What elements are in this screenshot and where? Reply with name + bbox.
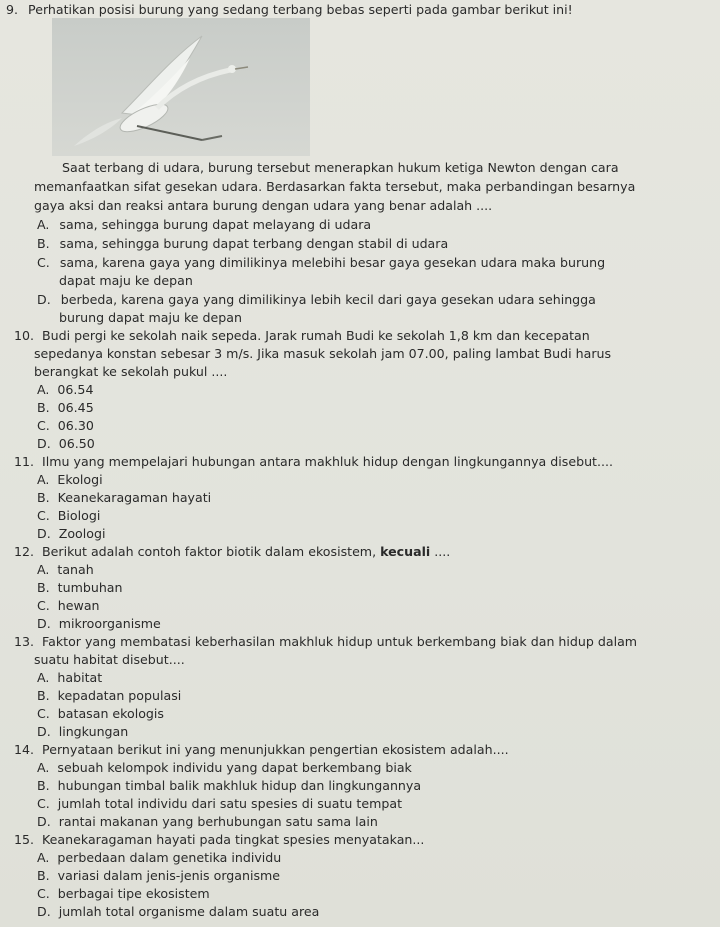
question-15-option-c: C. berbagai tipe ekosistem <box>37 886 210 901</box>
question-15-stem: 15. Keanekaragaman hayati pada tingkat spesies menyatakan... <box>14 832 425 847</box>
question-14-option-b: B. hubungan timbal balik makhluk hidup dan lingkungannya <box>37 778 422 793</box>
question-10-option-c: C. 06.30 <box>37 418 94 433</box>
question-12-option-c: C. hewan <box>37 598 100 613</box>
question-12-number: 12. <box>14 544 35 559</box>
question-11-option-b: B. Keanekaragaman hayati <box>37 490 212 505</box>
question-11-option-d: D. Zoologi <box>37 526 106 541</box>
question-9-body-line-3: gaya aksi dan reaksi antara burung dengan udara yang benar adalah .... <box>34 198 493 213</box>
question-11-option-a: A. Ekologi <box>37 472 103 487</box>
question-9-body-line-1: Saat terbang di udara, burung tersebut menerapkan hukum ketiga Newton dengan cara <box>62 160 619 175</box>
question-9-option-c: C. sama, karena gaya yang dimilikinya melebihi besar gaya gesekan udara maka burung <box>37 255 606 270</box>
question-9-body-line-2: memanfaatkan sifat gesekan udara. Berdasarkan fakta tersebut, maka perbandingan besarnya <box>34 179 636 194</box>
bird-image <box>52 18 310 156</box>
question-14-option-a: A. sebuah kelompok individu yang dapat berkembang biak <box>37 760 412 775</box>
question-10-number: 10. <box>14 328 35 343</box>
question-14-option-d: D. rantai makanan yang berhubungan satu sama lain <box>37 814 378 829</box>
question-15-number: 15. <box>14 832 35 847</box>
question-14-stem: 14. Pernyataan berikut ini yang menunjukkan pengertian ekosistem adalah.... <box>14 742 509 757</box>
question-13-number: 13. <box>14 634 35 649</box>
question-12-option-d: D. mikroorganisme <box>37 616 161 631</box>
question-15-option-b: B. variasi dalam jenis-jenis organisme <box>37 868 281 883</box>
question-10-option-a: A. 06.54 <box>37 382 94 397</box>
question-11-option-c: C. Biologi <box>37 508 101 523</box>
question-9-option-a: A. sama, sehingga burung dapat melayang di udara <box>37 217 372 232</box>
question-9-option-b: B. sama, sehingga burung dapat terbang dengan stabil di udara <box>37 236 449 251</box>
question-9-stem-text: Perhatikan posisi burung yang sedang terbang bebas seperti pada gambar berikut ini! <box>28 2 573 17</box>
question-13-stem-line-1: 13. Faktor yang membatasi keberhasilan makhluk hidup untuk berkembang biak dan hidup dalam <box>14 634 638 649</box>
flying-bird-photo <box>52 18 310 156</box>
question-15-option-d: D. jumlah total organisme dalam suatu area <box>37 904 320 919</box>
question-13-option-c: C. batasan ekologis <box>37 706 164 721</box>
question-10-stem-line-1: 10. Budi pergi ke sekolah naik sepeda. Jarak rumah Budi ke sekolah 1,8 km dan kecepatan <box>14 328 590 343</box>
question-13-option-b: B. kepadatan populasi <box>37 688 182 703</box>
question-10-stem-line-3: berangkat ke sekolah pukul .... <box>34 364 228 379</box>
question-12-option-b: B. tumbuhan <box>37 580 123 595</box>
question-12-option-a: A. tanah <box>37 562 94 577</box>
question-13-stem-line-2: suatu habitat disebut.... <box>34 652 185 667</box>
question-14-number: 14. <box>14 742 35 757</box>
question-9-option-d-line-2: burung dapat maju ke depan <box>59 310 242 325</box>
question-9-number: 9. <box>6 2 19 17</box>
question-10-option-b: B. 06.45 <box>37 400 94 415</box>
question-9-stem <box>6 2 573 17</box>
question-9-option-d: D. berbeda, karena gaya yang dimilikinya lebih kecil dari gaya gesekan udara sehingga <box>37 292 596 307</box>
question-12-stem: 12. Berikut adalah contoh faktor biotik dalam ekosistem, kecuali .... <box>14 544 451 559</box>
question-11-stem: 11. Ilmu yang mempelajari hubungan antara makhluk hidup dengan lingkungannya disebut.... <box>14 454 614 469</box>
question-14-option-c: C. jumlah total individu dari satu spesies di suatu tempat <box>37 796 403 811</box>
question-11-number: 11. <box>14 454 35 469</box>
question-13-option-d: D. lingkungan <box>37 724 129 739</box>
question-9-option-c-line-2: dapat maju ke depan <box>59 273 193 288</box>
question-10-stem-line-2: sepedanya konstan sebesar 3 m/s. Jika masuk sekolah jam 07.00, paling lambat Budi harus <box>34 346 612 361</box>
question-15-option-a: A. perbedaan dalam genetika individu <box>37 850 282 865</box>
question-13-option-a: A. habitat <box>37 670 103 685</box>
question-12-emphasis: kecuali <box>380 544 431 559</box>
question-10-option-d: D. 06.50 <box>37 436 95 451</box>
